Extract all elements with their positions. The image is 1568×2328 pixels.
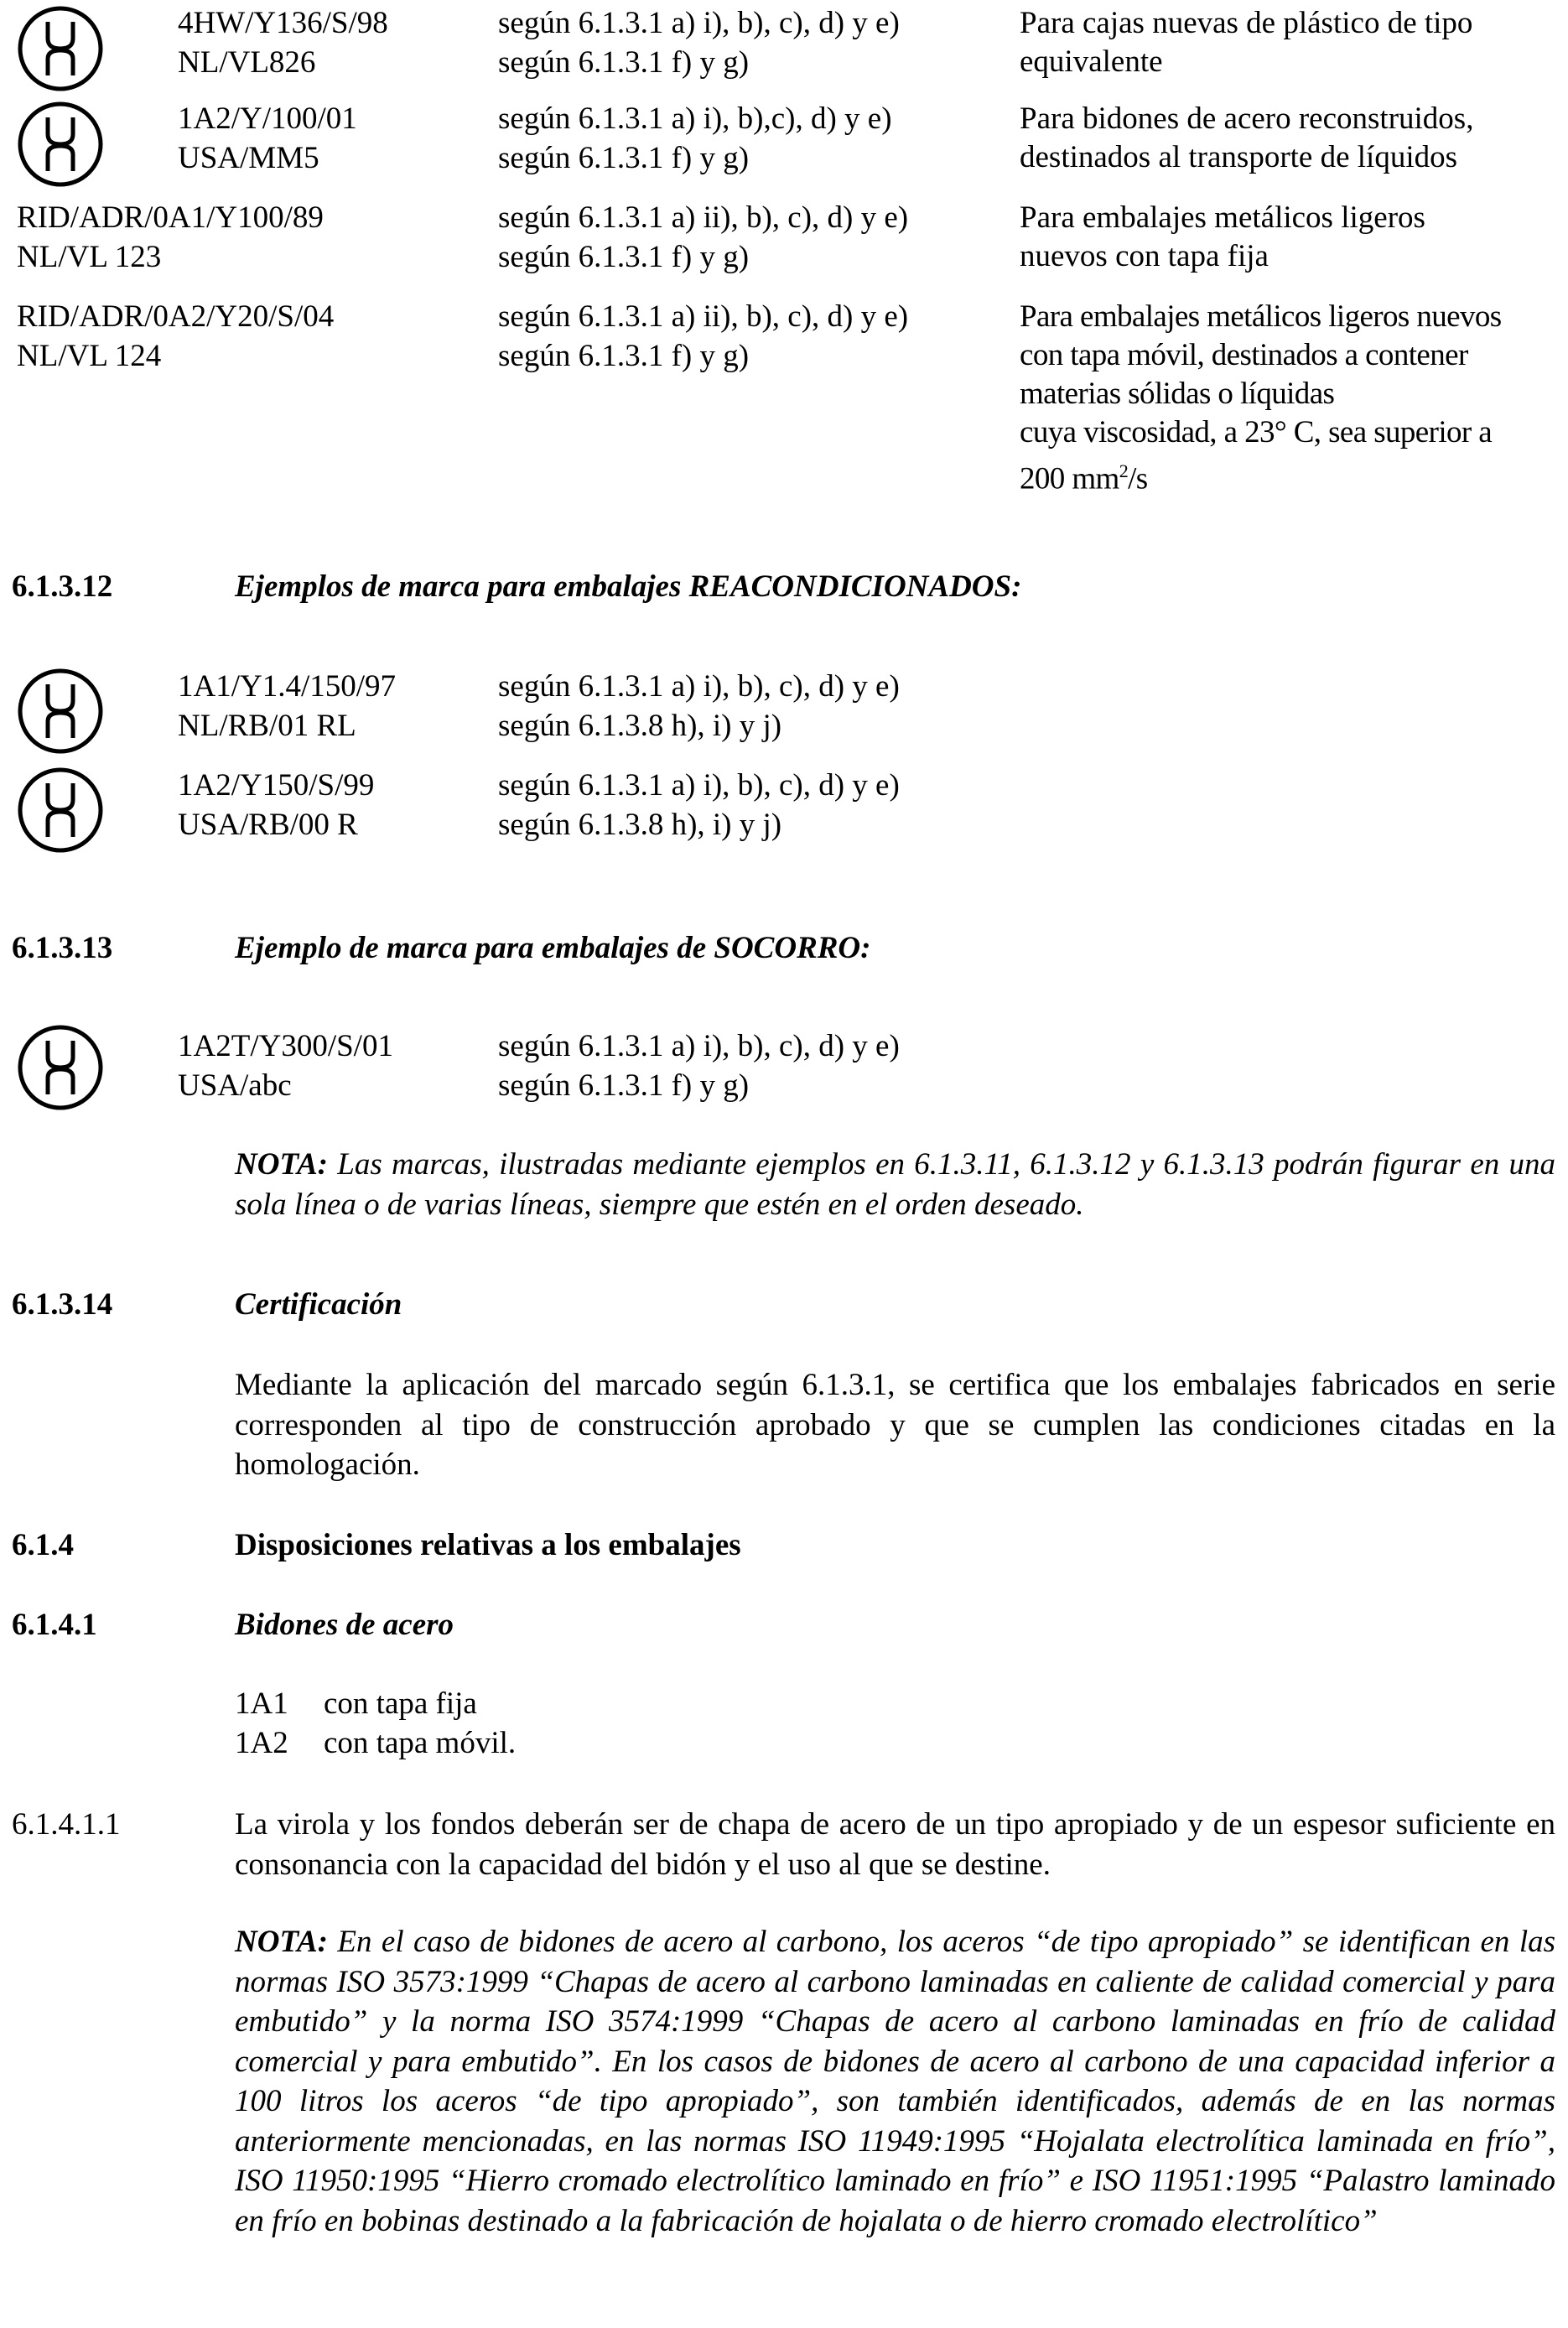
- mark-refs: según 6.1.3.1 a) i), b), c), d) y e) según 6.1.3.1 f) y g): [498, 6, 900, 80]
- drum-type-list: [235, 1684, 516, 1763]
- section-number: 6.1.4.1.1: [12, 1807, 121, 1842]
- mark-refs: según 6.1.3.1 a) i), b), c), d) y e) según 6.1.3.8 h), i) y j): [498, 768, 900, 842]
- mark-code: 1A2T/Y300/S/01 USA/abc: [178, 1029, 393, 1103]
- section-title: Ejemplo de marca para embalajes de SOCORRO:: [235, 931, 871, 965]
- section-title: Bidones de acero: [235, 1608, 454, 1642]
- note-label: NOTA:: [235, 1147, 328, 1182]
- section-number: 6.1.4: [12, 1528, 74, 1562]
- mark-refs: según 6.1.3.1 a) ii), b), c), d) y e) según 6.1.3.1 f) y g): [498, 200, 909, 274]
- note-text: En el caso de bidones de acero al carbono, los aceros “de tipo apropiado” se identifican en las normas ISO 3573:1999 “Chapas de acero al carbono laminadas en caliente de calidad comercial y para embutido” y la norma ISO 3574:1999 “Chapas de acero al carbono laminadas en frío de calidad comercial y para embutido”. En los casos de bidones de acero al carbono de una capacidad inferior a 100 litros los aceros “de tipo apropiado”, son también identificados, además de en las normas anteriormente mencionadas, en las normas ISO 11949:1995 “Hojalata electrolítica laminada en frío”, ISO 11950:1995 “Hierro cromado electrolítico laminado en frío” e ISO 11951:1995 “Palastro laminado en frío en bobinas destinado a la fabricación de hojalata o de hierro cromado electrolítico”: [235, 1925, 1555, 2238]
- mark-code: 1A2/Y150/S/99 USA/RB/00 R: [178, 768, 375, 842]
- note-text: Las marcas, ilustradas mediante ejemplos en 6.1.3.11, 6.1.3.12 y 6.1.3.13 podrán figurar en una sola línea o de varias líneas, siempre que estén en el orden deseado.: [235, 1147, 1556, 1222]
- section-number: 6.1.3.13: [12, 931, 113, 965]
- mark-code: RID/ADR/0A2/Y20/S/04 NL/VL 124: [17, 299, 335, 373]
- note-paragraph: [235, 1145, 1555, 1224]
- mark-description: Para embalajes metálicos ligeros nuevos con tapa móvil, destinados a contener materias sólidas o líquidas cuya viscosidad, a 23° C, sea superior a 200 $mm^2/s$: [1020, 299, 1502, 496]
- mark-description: Para cajas nuevas de plástico de tipo equivalente: [1020, 6, 1473, 79]
- un-packaging-symbol-icon: [17, 766, 104, 854]
- mark-description: Para embalajes metálicos ligeros nuevos con tapa fija: [1020, 200, 1425, 273]
- body-paragraph: La virola y los fondos deberán ser de chapa de acero de un tipo apropiado y de un espesor suficiente en consonancia con la capacidad del bidón y el uso al que se destine.: [235, 1807, 1555, 1882]
- section-number: 6.1.3.12: [12, 569, 113, 604]
- un-packaging-symbol-icon: [17, 101, 104, 188]
- un-packaging-symbol-icon: [17, 5, 104, 92]
- section-title: Certificación: [235, 1287, 402, 1322]
- mark-description: Para bidones de acero reconstruidos, destinados al transporte de líquidos: [1020, 101, 1474, 174]
- section-number: 6.1.3.14: [12, 1287, 113, 1322]
- note-paragraph: [235, 1922, 1555, 2241]
- mark-code: 1A2/Y/100/01 USA/MM5: [178, 101, 357, 175]
- mark-refs: según 6.1.3.1 a) i), b), c), d) y e) según 6.1.3.1 f) y g): [498, 1029, 900, 1103]
- mark-code: 4HW/Y136/S/98 NL/VL826: [178, 6, 388, 80]
- mark-refs: según 6.1.3.1 a) i), b), c), d) y e) según 6.1.3.8 h), i) y j): [498, 669, 900, 743]
- section-title: Disposiciones relativas a los embalajes: [235, 1528, 741, 1562]
- un-packaging-symbol-icon: [17, 668, 104, 755]
- mark-refs: según 6.1.3.1 a) i), b),c), d) y e) según 6.1.3.1 f) y g): [498, 101, 892, 175]
- mark-refs: según 6.1.3.1 a) ii), b), c), d) y e) según 6.1.3.1 f) y g): [498, 299, 909, 373]
- note-label: NOTA:: [235, 1925, 328, 1959]
- body-paragraph: Mediante la aplicación del marcado según 6.1.3.1, se certifica que los embalajes fabricados en serie corresponden al tipo de construcción aprobado y que se cumplen las condiciones citadas en la homologación.: [235, 1368, 1555, 1482]
- list-item: 1A2 con tapa móvil.: [235, 1726, 517, 1760]
- list-item: 1A1 con tapa fija: [235, 1686, 477, 1721]
- un-packaging-symbol-icon: [17, 1024, 104, 1111]
- section-number: 6.1.4.1: [12, 1608, 97, 1642]
- mark-code: RID/ADR/0A1/Y100/89 NL/VL 123: [17, 200, 324, 274]
- section-title: Ejemplos de marca para embalajes REACONDICIONADOS:: [235, 569, 1022, 604]
- mark-code: 1A1/Y1.4/150/97 NL/RB/01 RL: [178, 669, 397, 743]
